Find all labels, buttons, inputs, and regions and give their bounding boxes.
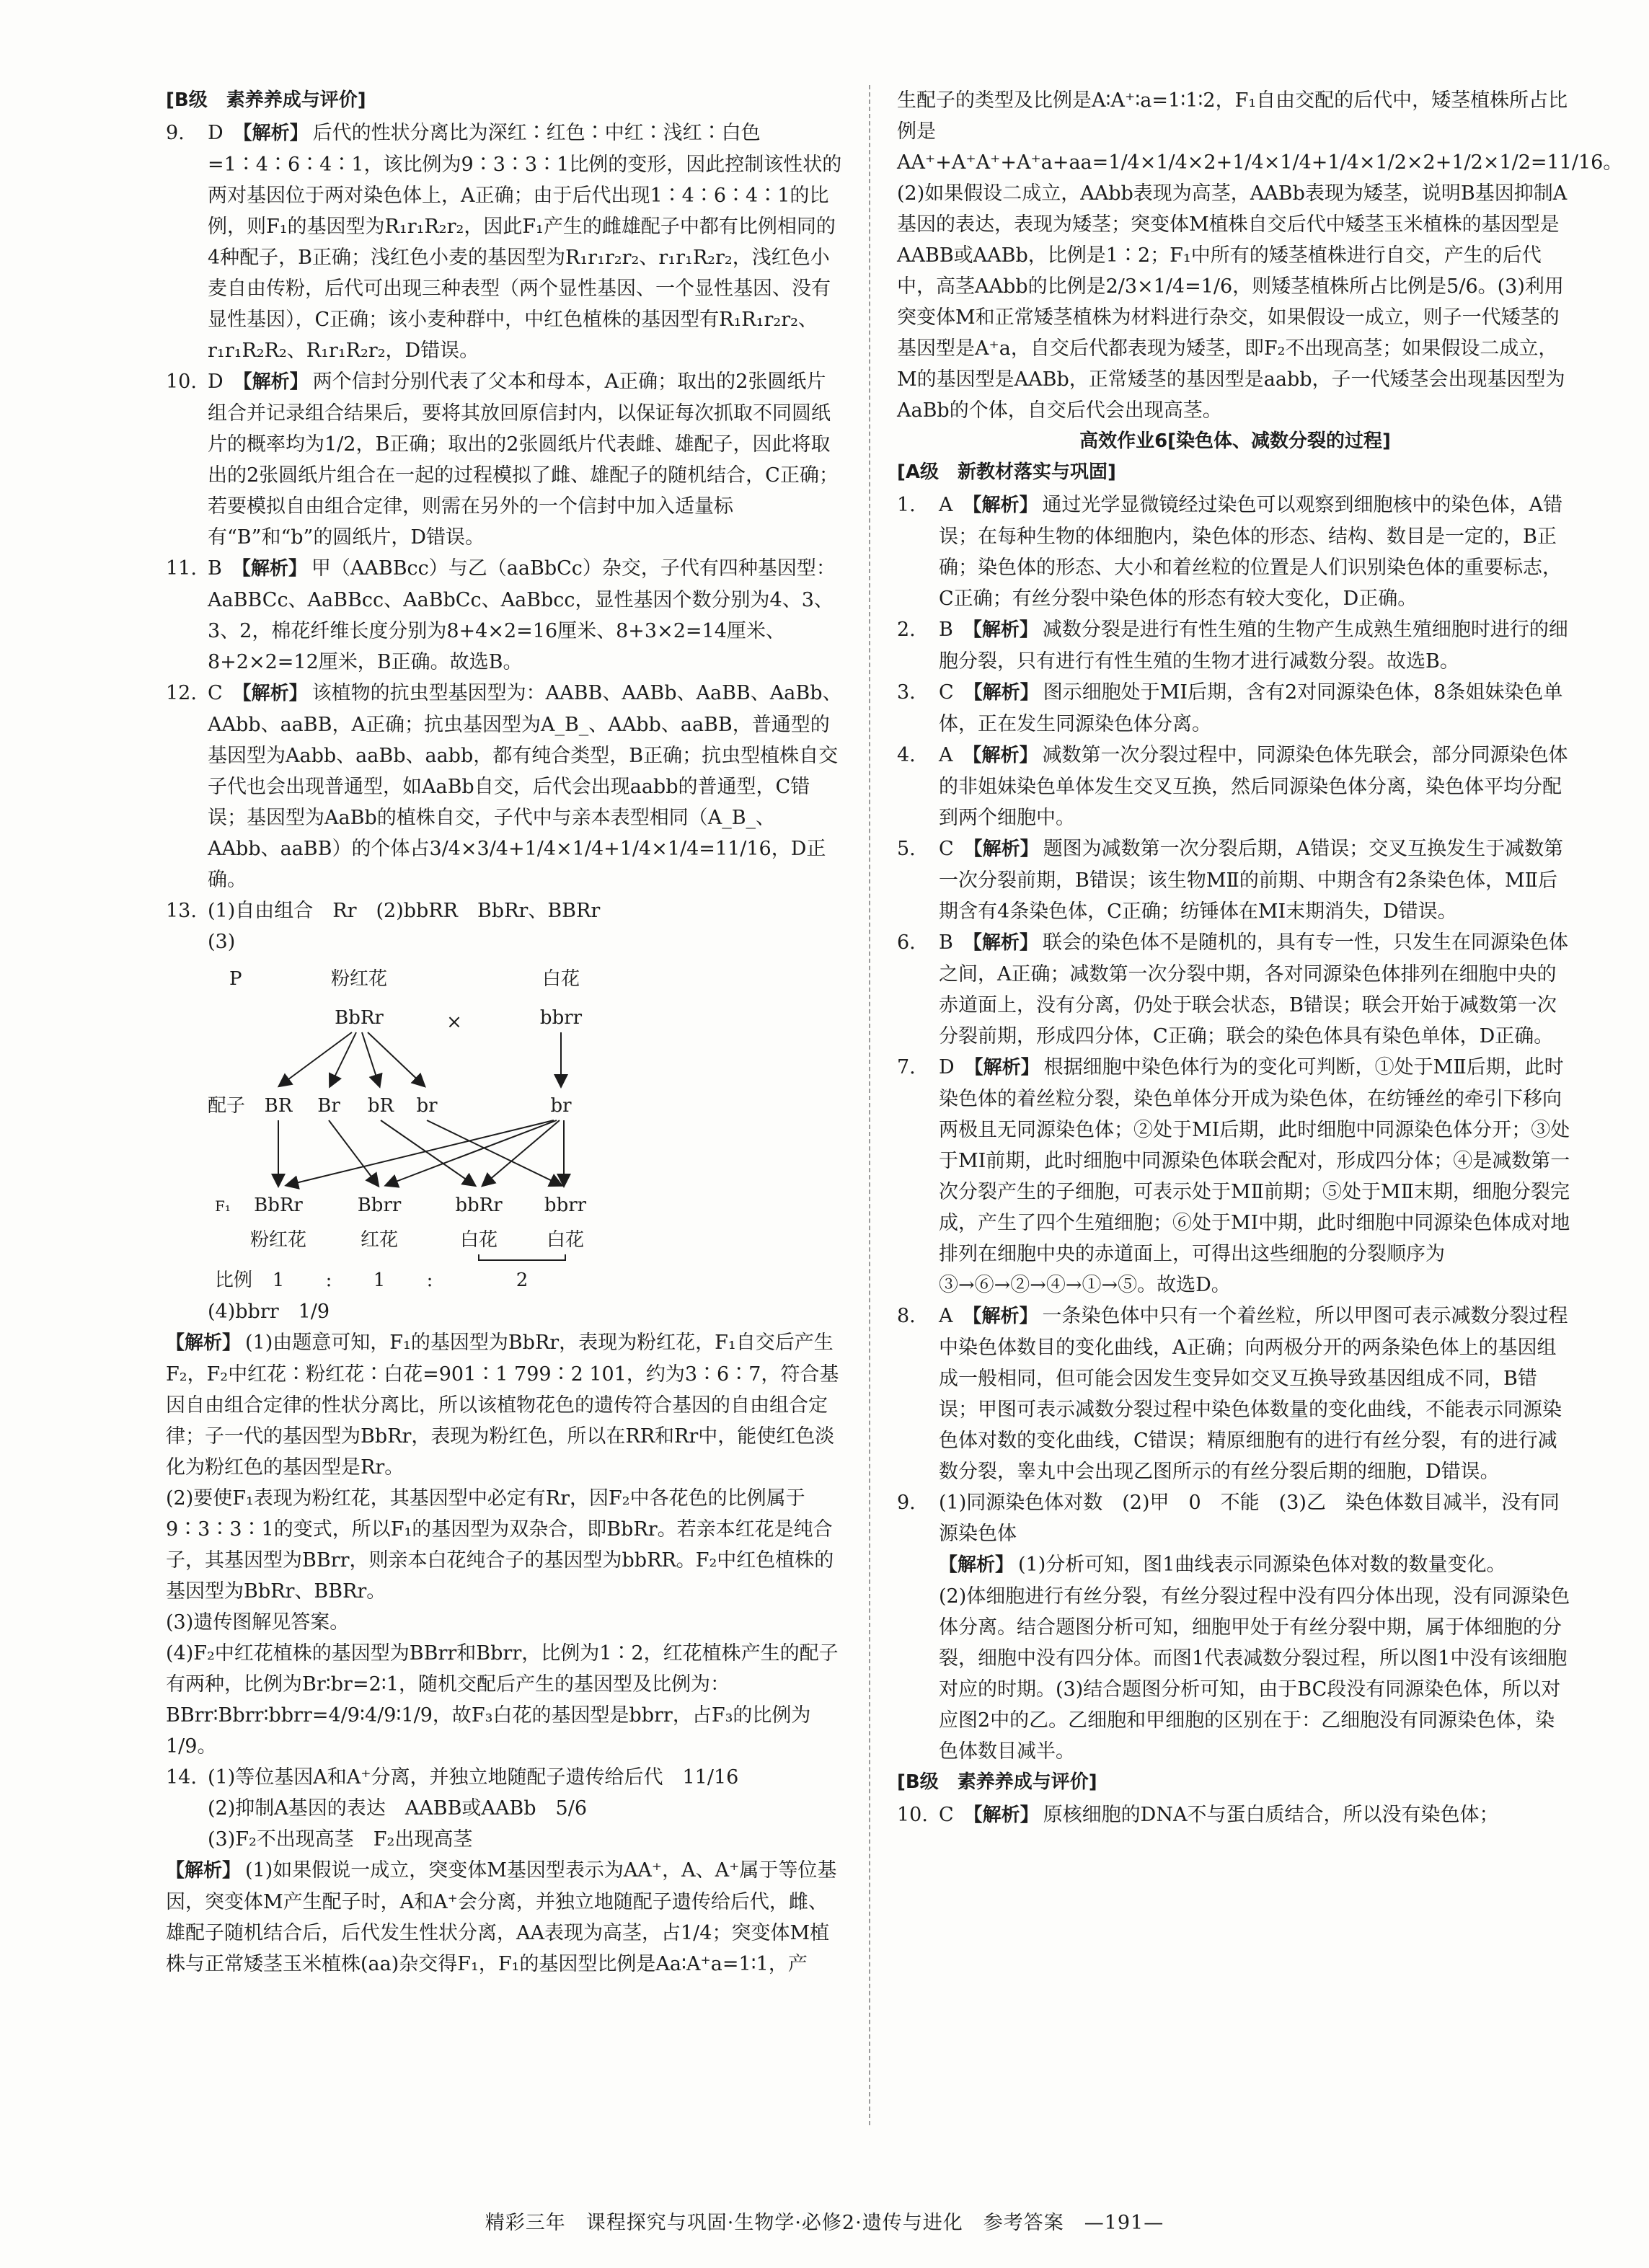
answer-part-2: (2)抑制A基因的表达 AABB或AABb 5/6 <box>208 1797 587 1820</box>
analysis-tag: 【解析】 <box>963 932 1038 954</box>
right-column <box>897 85 1623 1831</box>
parent2-phenotype: 白花 <box>541 968 580 990</box>
parent1-phenotype: 粉红花 <box>330 968 388 990</box>
answer-letter: A <box>939 494 953 516</box>
item-number: 13. <box>166 900 197 922</box>
item-number: 5. <box>897 838 916 860</box>
answer-item-10 <box>897 1799 1573 1831</box>
f1-phenotype-3: 白花 <box>459 1229 498 1251</box>
analysis-tag: 【解析】 <box>166 1860 242 1882</box>
analysis-text: 减数分裂是进行有性生殖的生物产生成熟生殖细胞时进行的细胞分裂，只有进行有性生殖的生物才进行减数分裂。故选B。 <box>939 619 1568 673</box>
analysis-text: 减数第一次分裂过程中，同源染色体先联会，部分同源染色体的非姐妹染色单体发生交叉互换，然后同源染色体分离，染色体平均分配到两个细胞中。 <box>939 744 1568 829</box>
parent1-genotype: BbRr <box>335 1007 384 1029</box>
item-number: 3. <box>897 681 916 704</box>
item-number: 2. <box>897 619 916 641</box>
ratio-3: 2 <box>516 1270 529 1291</box>
answer-letter: D <box>939 1056 955 1078</box>
answer-part-4: (4)bbrr 1/9 <box>208 1301 330 1323</box>
answer-part-1-2: (1)自由组合 Rr (2)bbRR BbRr、BBRr <box>208 900 601 922</box>
f1-genotype-3: bbRr <box>455 1195 503 1216</box>
answer-item-2 <box>897 614 1573 677</box>
analysis-text: (1)如果假说一成立，突变体M基因型表示为AA⁺，A、A⁺属于等位基因，突变体M产生配子时，A和A⁺会分离，并独立地随配子遗传给后代，雌、雄配子随机结合后，后代发生性状分离，AA表现为高茎，占1/4；突变体M植株与正常矮茎玉米植株(aa)杂交得F₁，F₁的基因型比例是Aa∶A⁺a=1∶1，产 <box>166 1859 837 1975</box>
genetic-cross-diagram <box>208 957 727 1296</box>
answer-item-13 <box>166 895 842 926</box>
continued-text: 生配子的类型及比例是A∶A⁺∶a=1∶1∶2，F₁自由交配的后代中，矮茎植株所占比例是AA⁺+A⁺A⁺+A⁺a+aa=1/4×1/4×2+1/4×1/4+1/4×1/2×2+1/2×1/2=11/16。 <box>897 89 1623 174</box>
fertilization-arrows <box>278 1120 564 1185</box>
gamete-2: Br <box>317 1095 340 1117</box>
answer-part-1: (1)等位基因A和A⁺分离，并独立地随配子遗传给后代 11/16 <box>208 1766 739 1789</box>
analysis-tag: 【解析】 <box>963 1804 1039 1826</box>
answer-item-8 <box>897 1301 1573 1487</box>
item-number: 12. <box>166 682 197 704</box>
analysis-tag: 【解析】 <box>964 1057 1040 1078</box>
analysis-text: 该植物的抗虫型基因型为：AABB、AABb、AaBB、AaBb、AAbb、aaBB，A正确；抗虫基因型为A_B_、AAbb、aaBB，普通型的基因型为Aabb、aaBb、aabb，都有纯合类型，B正确；抗虫型植株自交子代也会出现普通型，如AaBb自交，后代会出现aabb的普通型，C错误；基因型为AaBb的植株自交，子代中与亲本表型相同（A_B_、AAbb、aaBB）的个体占3/4×3/4+1/4×1/4+1/4×1/4=11/16，D正确。 <box>208 682 842 891</box>
analysis-text: (2)要使F₁表现为粉红花，其基因型中必定有Rr，因F₂中各花色的比例属于9∶3∶3∶1的变式，所以F₁的基因型为双杂合，即BbRr。若亲本红花是纯合子，其基因型为BBrr，则亲本白花纯合子的基因型为bbRR。F₂中红色植株的基因型为BbRr、BBRr。 <box>166 1487 834 1603</box>
item-number: 11. <box>166 557 197 580</box>
item-number: 10. <box>897 1804 928 1826</box>
answer-part-3: (3) <box>208 931 236 953</box>
gamete-1: BR <box>264 1095 293 1117</box>
page-footer: 精彩三年 课程探究与巩固·生物学·必修2·遗传与进化 参考答案 —191— <box>485 2212 1164 2234</box>
analysis-text: 一条染色体中只有一个着丝粒，所以甲图可表示减数分裂过程中染色体数目的变化曲线，A正确；向两极分开的两条染色体上的基因组成一般相同，但可能会因发生变异如交叉互换导致基因组成不同，B错误；甲图可表示减数分裂过程中染色体数量的变化曲线，不能表示同源染色体对数的变化曲线，C错误；精原细胞有的进行有丝分裂，有的进行减数分裂，睾丸中会出现乙图所示的有丝分裂后期的细胞，D错误。 <box>939 1305 1568 1483</box>
analysis-text: 原核细胞的DNA不与蛋白质结合，所以没有染色体； <box>1043 1804 1499 1826</box>
analysis-paragraph <box>166 1327 842 1483</box>
item-number: 6. <box>897 931 916 954</box>
analysis-text: 通过光学显微镜经过染色可以观察到细胞核中的染色体，A错误；在每种生物的体细胞内，染色体的形态、结构、数目是一定的，B正确；染色体的形态、大小和着丝粒的位置是人们识别染色体的重要标志，C正确；有丝分裂中染色体的形态有较大变化，D正确。 <box>939 494 1563 610</box>
gamete-4: br <box>416 1095 438 1117</box>
answer-item-1 <box>897 490 1573 614</box>
analysis-text: (4)F₂中红花植株的基因型为BBrr和Bbrr，比例为1∶2，红花植株产生的配子有两种，比例为Br∶br=2∶1，随机交配后产生的基因型及比例为：BBrr∶Bbrr∶bbrr=4/9∶4/9∶1/9，故F₃白花的基因型是bbrr，占F₃的比例为1/9。 <box>166 1642 839 1758</box>
analysis-text: (1)分析可知，图1曲线表示同源染色体对数的数量变化。 <box>1018 1554 1506 1576</box>
answer-item-11 <box>166 553 842 678</box>
f1-label: F₁ <box>215 1197 231 1215</box>
item-number: 7. <box>897 1056 916 1078</box>
ratio-colon-2: : <box>426 1270 433 1291</box>
ratio-2: 1 <box>373 1270 386 1291</box>
ratio-label: 比例 <box>215 1270 253 1291</box>
gamete-parent2: br <box>550 1095 572 1117</box>
analysis-tag: 【解析】 <box>963 838 1039 860</box>
ratio-1: 1 <box>272 1270 285 1291</box>
f1-genotype-2: Bbrr <box>357 1195 402 1216</box>
answer-item-14 <box>166 1762 842 1793</box>
parent2-genotype: bbrr <box>539 1007 583 1029</box>
ratio-bracket <box>479 1254 565 1260</box>
analysis-paragraph <box>166 1855 842 1980</box>
answer-item-5 <box>897 833 1573 927</box>
answer-letter: A <box>939 744 953 766</box>
f1-phenotype-4: 白花 <box>546 1229 585 1251</box>
answer-item-10 <box>166 366 842 553</box>
item-number: 14. <box>166 1766 197 1789</box>
f1-phenotype-1: 粉红花 <box>249 1229 307 1251</box>
analysis-text: 图示细胞处于MⅠ后期，含有2对同源染色体，8条姐妹染色单体，正在发生同源染色体分离。 <box>939 681 1563 735</box>
analysis-tag: 【解析】 <box>231 558 307 580</box>
section-header-a: [A级 新教材落实与巩固] <box>897 461 1116 483</box>
analysis-text: 甲（AABBcc）与乙（aaBbCc）杂交，子代有四种基因型：AaBBCc、AaBBcc、AaBbCc、AaBbcc，显性基因个数分别为4、3、3、2，棉花纤维长度分别为8+4×2=16厘米、8+3×2=14厘米、8+2×2=12厘米，B正确。故选B。 <box>208 557 836 673</box>
f1-genotype-1: BbRr <box>254 1195 303 1216</box>
continued-text: (2)如果假设二成立，AAbb表现为高茎，AABb表现为矮茎，说明B基因抑制A基因的表达，表现为矮茎；突变体M植株自交后代中矮茎玉米植株的基因型是AABB或AABb，比例是1∶2；F₁中所有的矮茎植株进行自交，产生的后代中，高茎AAbb的比例是2/3×1/4=1/6，则矮茎植株所占比例是5/6。(3)利用突变体M和正常矮茎植株为材料进行杂交，如果假设一成立，则子一代矮茎的基因型是A⁺a，自交后代都表现为矮茎，即F₂不出现高茎；如果假设二成立，M的基因型是AABb，正常矮茎的基因型是aabb，子一代矮茎会出现基因型为AaBb的个体，自交后代会出现高茎。 <box>897 182 1568 422</box>
answer-part-3: (3)F₂不出现高茎 F₂出现高茎 <box>208 1828 473 1851</box>
answer-item-7 <box>897 1052 1573 1301</box>
p-label: P <box>229 968 242 990</box>
answer-item-9 <box>166 118 842 366</box>
analysis-tag: 【解析】 <box>963 682 1039 704</box>
analysis-text: 后代的性状分离比为深红∶红色∶中红∶浅红∶白色=1∶4∶6∶4∶1，该比例为9∶3∶3∶1比例的变形，因此控制该性状的两对基因位于两对染色体上，A正确；由于后代出现1∶4∶6∶4∶1的比例，则F₁的基因型为R₁r₁R₂r₂，因此F₁产生的雌雄配子中都有比例相同的4种配子，B正确；浅红色小麦的基因型为R₁r₁r₂r₂、r₁r₁R₂r₂，浅红色小麦自由传粉，后代可出现三种表型（两个显性基因、一个显性基因、没有显性基因），C正确；该小麦种群中，中红色植株的基因型有R₁R₁r₂r₂、r₁r₁R₂R₂、R₁r₁R₂r₂，D错误。 <box>208 122 842 362</box>
homework-title: 高效作业6[染色体、减数分裂的过程] <box>1079 430 1391 452</box>
answer-letter: B <box>939 619 953 641</box>
analysis-text: 两个信封分别代表了父本和母本，A正确；取出的2张圆纸片组合并记录组合结果后，要将其放回原信封内，以保证每次抓取不同圆纸片的概率均为1/2，B正确；取出的2张圆纸片代表雌、雄配子，因此将取出的2张圆纸片组合在一起的过程模拟了雌、雄配子的随机结合，C正确；若要模拟自由组合定律，则需在另外的一个信封中加入适量标有“B”和“b”的圆纸片，D错误。 <box>208 371 839 549</box>
answer-letter: C <box>939 1804 954 1826</box>
analysis-text: 联会的染色体不是随机的，具有专一性，只发生在同源染色体之间，A正确；减数第一次分裂中期，各对同源染色体排列在细胞中央的赤道面上，没有分离，仍处于联会状态，B错误；联会开始于减数第一次分裂前期，形成四分体，C正确；联会的染色体具有染色单体，D正确。 <box>939 931 1568 1047</box>
analysis-text: 根据细胞中染色体行为的变化可判断，①处于MⅡ后期，此时染色体的着丝粒分裂，染色单体分开成为染色体，在纺锤丝的牵引下移向两极且无同源染色体；②处于MⅠ后期，此时细胞中同源染色体分开；③处于MⅠ前期，此时细胞中同源染色体联会配对，形成四分体；④是减数第一次分裂产生的子细胞，可表示处于MⅡ前期；⑤处于MⅡ末期，细胞分裂完成，产生了四个生殖细胞；⑥处于MⅠ中期，此时细胞中同源染色体成对地排列在细胞中央的赤道面上，可得出这些细胞的分裂顺序为③→⑥→②→④→①→⑤。故选D。 <box>939 1056 1570 1296</box>
cross-symbol: × <box>446 1011 462 1033</box>
analysis-tag: 【解析】 <box>963 495 1038 516</box>
gamete-arrows <box>280 1032 561 1086</box>
item-number: 1. <box>897 494 916 516</box>
analysis-tag: 【解析】 <box>939 1554 1014 1576</box>
item-number: 9. <box>897 1492 916 1514</box>
answer-letter: C <box>939 681 954 704</box>
f1-genotype-4: bbrr <box>544 1195 587 1216</box>
item-number: 4. <box>897 744 916 766</box>
answer-letter: B <box>208 557 222 580</box>
analysis-paragraph <box>897 1549 1573 1581</box>
answer-letter: A <box>939 1305 953 1327</box>
item-number: 10. <box>166 371 197 393</box>
item-number: 9. <box>166 122 185 144</box>
answer-letter: D <box>208 371 224 393</box>
genetic-cross-svg <box>208 957 727 1296</box>
answer-item-3 <box>897 677 1573 740</box>
analysis-tag: 【解析】 <box>963 619 1038 641</box>
analysis-tag: 【解析】 <box>232 683 308 704</box>
section-header-b: [B级 素养养成与评价] <box>166 89 366 111</box>
column-divider <box>869 85 870 2125</box>
f1-phenotype-2: 红花 <box>360 1229 399 1251</box>
left-column <box>166 85 842 1980</box>
analysis-text: 题图为减数第一次分裂后期，A错误；交叉互换发生于减数第一次分裂前期，B错误；该生物MⅡ的前期、中期含有2条染色体，MⅡ后期含有4条染色体，C正确；纺锤体在MⅠ末期消失，D错误。 <box>939 838 1564 923</box>
analysis-text: (2)体细胞进行有丝分裂，有丝分裂过程中没有四分体出现，没有同源染色体分离。结合题图分析可知，细胞甲处于有丝分裂中期，属于体细胞的分裂，细胞中没有四分体。而图1代表减数分裂过程，所以图1中没有该细胞对应的时期。(3)结合题图分析可知，由于BC段没有同源染色体，所以对应图2中的乙。乙细胞和甲细胞的区别在于：乙细胞没有同源染色体，染色体数目减半。 <box>939 1585 1570 1763</box>
analysis-tag: 【解析】 <box>233 123 309 144</box>
answer-letter: D <box>208 122 224 144</box>
analysis-tag: 【解析】 <box>166 1332 242 1354</box>
answer-parts: (1)同源染色体对数 (2)甲 0 不能 (3)乙 染色体数目减半，没有同源染色体 <box>939 1492 1560 1545</box>
analysis-text: (1)由题意可知，F₁的基因型为BbRr，表现为粉红花，F₁自交后产生F₂，F₂中红花∶粉红花∶白花=901∶1 799∶2 101，约为3∶6∶7，符合基因自由组合定律的性状分离比，所以该植物花色的遗传符合基因的自由组合定律；子一代的基因型为BbRr，表现为粉红色，所以在RR和Rr中，能使红色淡化为粉红色的基因型是Rr。 <box>166 1332 839 1479</box>
answer-item-6 <box>897 927 1573 1052</box>
gamete-3: bR <box>367 1095 394 1117</box>
gamete-label: 配子 <box>208 1095 246 1117</box>
answer-item-9 <box>897 1487 1573 1549</box>
answer-item-4 <box>897 740 1573 833</box>
analysis-tag: 【解析】 <box>963 745 1038 766</box>
item-number: 8. <box>897 1305 916 1327</box>
answer-letter: C <box>939 838 954 860</box>
answer-item-12 <box>166 678 842 895</box>
analysis-tag: 【解析】 <box>963 1306 1038 1327</box>
analysis-tag: 【解析】 <box>233 371 309 393</box>
section-header-b: [B级 素养养成与评价] <box>897 1771 1097 1793</box>
analysis-text: (3)遗传图解见答案。 <box>166 1611 350 1634</box>
answer-letter: C <box>208 682 223 704</box>
ratio-colon-1: : <box>325 1270 332 1291</box>
answer-letter: B <box>939 931 953 954</box>
